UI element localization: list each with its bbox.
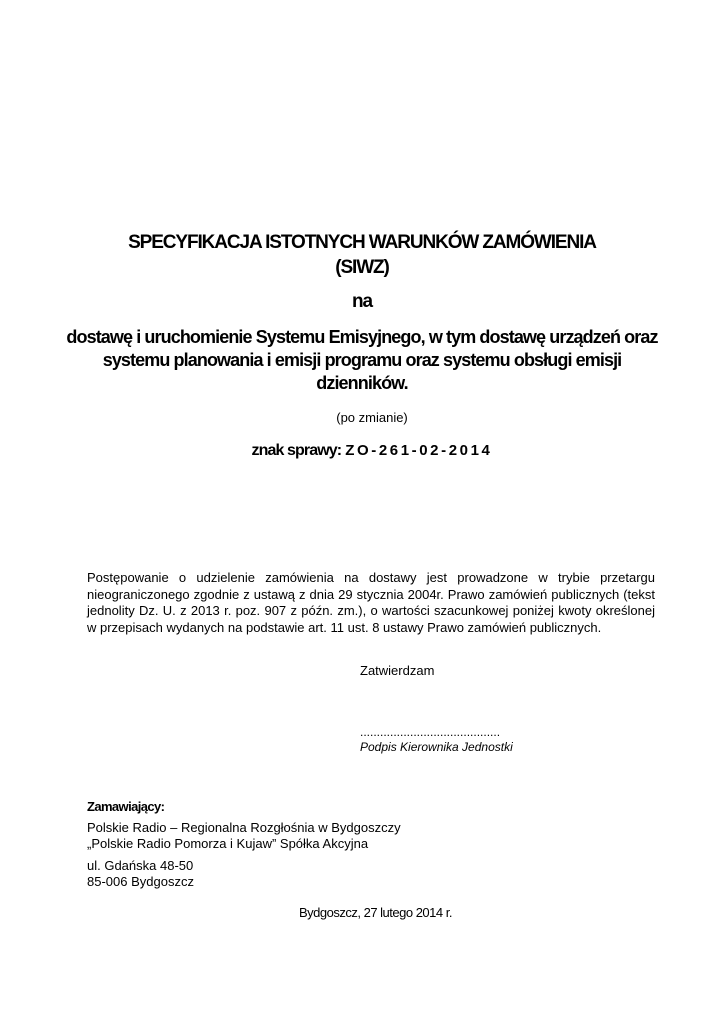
subject-line-3: dzienników.	[316, 373, 408, 393]
signature-line: ..........................................	[360, 725, 501, 739]
signature-caption: Podpis Kierownika Jednostki	[360, 740, 513, 754]
document-title: SPECYFIKACJA ISTOTNYCH WARUNKÓW ZAMÓWIENIA	[128, 232, 596, 253]
orderer-address-city: 85-006 Bydgoszcz	[87, 874, 194, 889]
orderer-heading: Zamawiający:	[87, 799, 165, 814]
amendment-note: (po zmianie)	[336, 410, 408, 425]
case-reference	[0, 442, 724, 460]
case-label: znak sprawy:	[251, 442, 342, 459]
procedure-paragraph: Postępowanie o udzielenie zamówienia na dostawy jest prowadzone w trybie przetargu nieograniczonego zgodnie z ustawą z dnia 29 stycznia 2004r. Prawo zamówień publicznych (tekst jednolity Dz. U. z 2013 r. poz. 907 z późn. zm.), o wartości szacunkowej poniżej kwoty określonej w przepisach wydanych na podstawie art. 11 ust. 8 ustawy Prawo zamówień publicznych.	[87, 570, 655, 635]
title-connector: na	[352, 291, 372, 312]
orderer-name-line-2: „Polskie Radio Pomorza i Kujaw” Spółka Akcyjna	[87, 836, 369, 851]
case-number: ZO-261-02-2014	[345, 442, 493, 459]
approval-label: Zatwierdzam	[360, 663, 435, 678]
subject-line-1: dostawę i uruchomienie Systemu Emisyjnego, w tym dostawę urządzeń oraz	[66, 327, 658, 347]
place-and-date: Bydgoszcz, 27 lutego 2014 r.	[299, 905, 452, 920]
subject-line-2: systemu planowania i emisji programu oraz systemu obsługi emisji	[102, 350, 622, 370]
orderer-address-street: ul. Gdańska 48-50	[87, 858, 194, 873]
orderer-name-line-1: Polskie Radio – Regionalna Rozgłośnia w Bydgoszczy	[87, 820, 401, 835]
document-title-abbreviation: (SIWZ)	[335, 257, 389, 278]
